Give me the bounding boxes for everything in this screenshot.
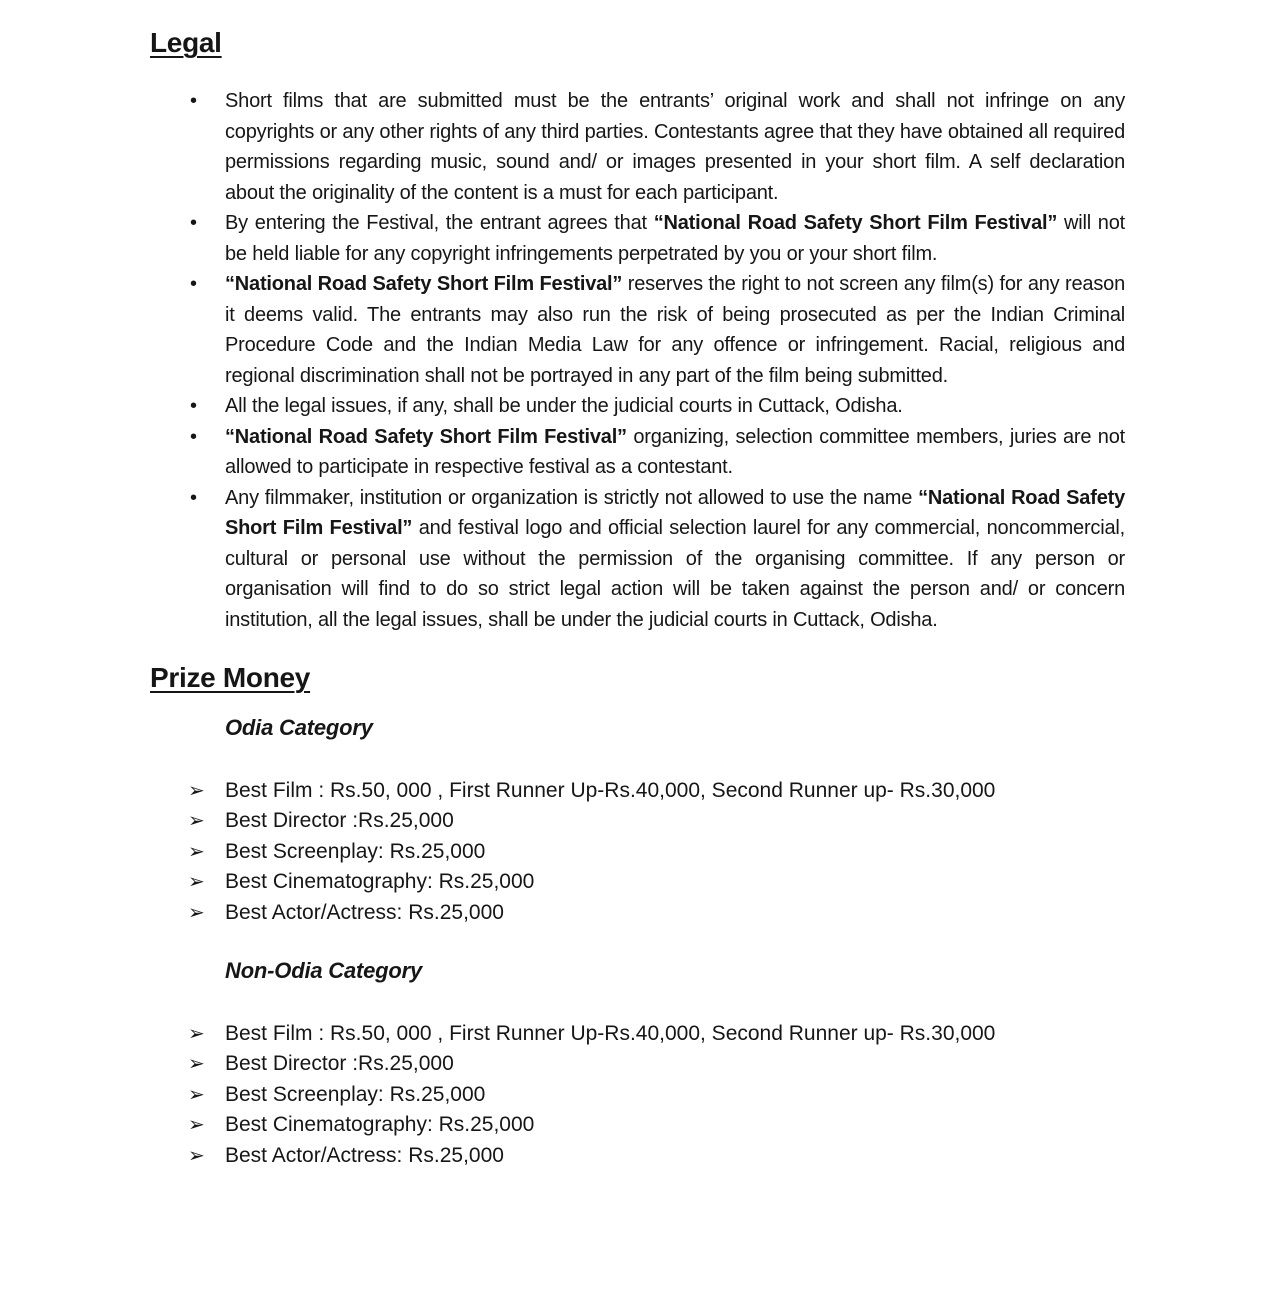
prize-item — [150, 898, 1125, 928]
category-title: Odia Category — [225, 715, 373, 740]
arrow-bullet-icon: ➢ — [188, 1114, 205, 1137]
bullet-dot-icon: • — [190, 486, 198, 509]
prize-item — [150, 1019, 1125, 1049]
prize-item-text: Best Cinematography: Rs.25,000 — [225, 870, 535, 894]
arrow-bullet-icon: ➢ — [188, 1144, 205, 1167]
legal-bullet-item — [150, 483, 1125, 636]
text-run: will not be held liable for any copyright infringements perpetrated by you or your short film. — [225, 212, 1126, 265]
prize-item — [150, 837, 1125, 867]
prize-item-text: Best Film : Rs.50, 000 , First Runner Up-Rs.40,000, Second Runner up- Rs.30,000 — [225, 779, 996, 802]
category-title: Non-Odia Category — [225, 958, 423, 984]
prize-item — [150, 1110, 1125, 1140]
bold-text-run: “National Road Safety Short Film Festival” — [225, 425, 627, 448]
arrow-bullet-icon: ➢ — [188, 840, 205, 863]
arrow-bullet-icon: ➢ — [188, 1053, 205, 1076]
legal-bullet-item — [150, 208, 1125, 269]
prize-category — [150, 958, 1125, 1171]
prize-item — [150, 806, 1125, 836]
prize-item — [150, 1049, 1125, 1079]
arrow-bullet-icon: ➢ — [188, 1023, 205, 1046]
legal-heading: Legal — [150, 27, 222, 58]
prize-categories — [150, 715, 1125, 1171]
legal-bullet-list — [150, 86, 1125, 635]
bold-text-run: “National Road Safety Short Film Festival” — [653, 212, 1058, 234]
prize-item-text: Best Film : Rs.50, 000 , First Runner Up-Rs.40,000, Second Runner up- Rs.30,000 — [225, 1022, 996, 1046]
arrow-bullet-icon: ➢ — [188, 901, 205, 924]
prize-item-list — [150, 776, 1125, 928]
arrow-bullet-icon: ➢ — [188, 1083, 205, 1106]
bullet-dot-icon: • — [190, 273, 198, 295]
text-run: and festival logo and official selection laurel for any commercial, noncommercial, cultural or personal use without the permission of the organising committee. If any person or organisation will find to do so strict legal action will be taken against the person and/ or concern institution, all the legal issues, shall be under the judicial courts in Cuttack, Odisha. — [225, 517, 1125, 631]
prize-item-text: Best Screenplay: Rs.25,000 — [225, 839, 486, 863]
text-run: Any filmmaker, institution or organization is strictly not allowed to use the name — [225, 486, 919, 509]
text-run: All the legal issues, if any, shall be under the judicial courts in Cuttack, Odisha. — [225, 395, 903, 417]
prize-money-heading: Prize Money — [150, 662, 311, 693]
legal-bullet-item — [150, 391, 1125, 422]
legal-bullet-item — [150, 422, 1125, 483]
bullet-dot-icon: • — [190, 425, 198, 448]
prize-item — [150, 776, 1125, 806]
text-run: reserves the right to not screen any film(s) for any reason it deems valid. The entrants may also run the risk of being prosecuted as per the Indian Criminal Procedure Code and the Indian Media Law for any offence or infringement. Racial, religious and regional discrimination shall not be portrayed in any part of the film being submitted. — [225, 273, 1125, 387]
legal-bullet-item — [150, 269, 1125, 391]
arrow-bullet-icon: ➢ — [188, 871, 205, 894]
prize-item-list — [150, 1019, 1125, 1171]
bullet-dot-icon: • — [190, 90, 198, 112]
arrow-bullet-icon: ➢ — [188, 780, 205, 802]
legal-bullet-item — [150, 86, 1125, 208]
prize-item-text: Best Actor/Actress: Rs.25,000 — [225, 900, 504, 924]
prize-item — [150, 1080, 1125, 1110]
prize-item-text: Best Director :Rs.25,000 — [225, 1052, 454, 1076]
text-run: Short films that are submitted must be the entrants’ original work and shall not infringe on any copyrights or any other rights of any third parties. Contestants agree that they have obtained all required permissions regarding music, sound and/ or images presented in your short film. A self declaration about the originality of the content is a must for each participant. — [225, 90, 1125, 204]
text-run: organizing, selection committee members, juries are not allowed to participate in respective festival as a contestant. — [225, 425, 1125, 478]
prize-item-text: Best Screenplay: Rs.25,000 — [225, 1082, 486, 1106]
arrow-bullet-icon: ➢ — [188, 810, 205, 833]
prize-category — [150, 715, 1125, 928]
prize-item-text: Best Director :Rs.25,000 — [225, 809, 454, 833]
prize-item-text: Best Cinematography: Rs.25,000 — [225, 1113, 535, 1137]
prize-item — [150, 867, 1125, 897]
text-run: By entering the Festival, the entrant agrees that — [225, 212, 654, 234]
bullet-dot-icon: • — [190, 395, 198, 417]
bullet-dot-icon: • — [190, 212, 198, 234]
prize-item — [150, 1141, 1125, 1171]
bold-text-run: “National Road Safety Short Film Festival” — [225, 486, 1125, 539]
bold-text-run: “National Road Safety Short Film Festival” — [225, 273, 623, 295]
prize-item-text: Best Actor/Actress: Rs.25,000 — [225, 1143, 504, 1167]
